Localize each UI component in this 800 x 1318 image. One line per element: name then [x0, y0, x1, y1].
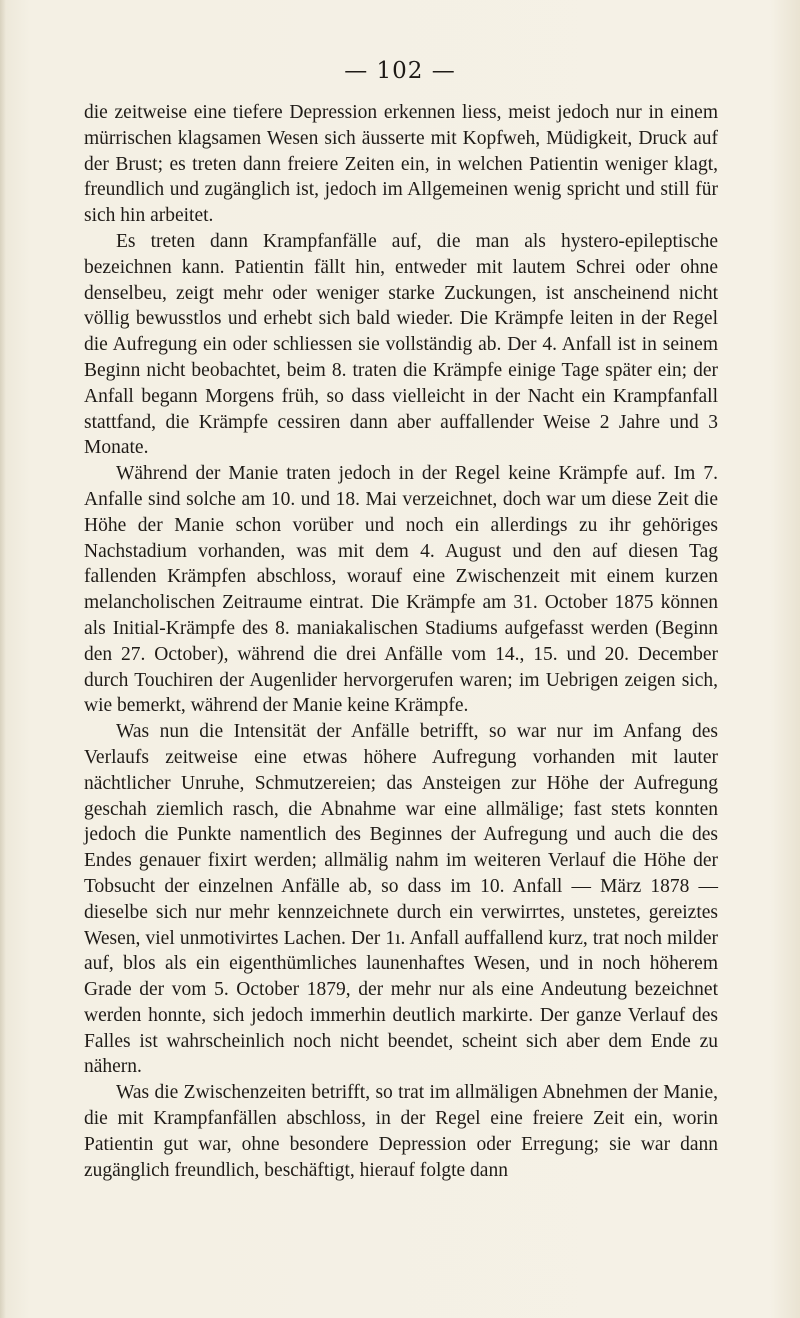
paragraph-2: Es treten dann Krampfanfälle auf, die man als hystero-epileptische bezeichnen kann. Patientin fällt hin, entweder mit lautem Schrei oder ohne denselbeu, zeigt mehr oder weniger starke Zuckungen, ist anscheinend nicht völlig bewusstlos und erhebt sich bald wieder. Die Krämpfe leiten in der Regel die Aufregung ein oder schliessen sie vollständig ab. Der 4. Anfall ist in seinem Beginn nicht beobachtet, beim 8. traten die Krämpfe einige Tage später ein; der Anfall begann Morgens früh, so dass vielleicht in der Nacht ein Krampfanfall stattfand, die Krämpfe cessiren dann aber auffallender Weise 2 Jahre und 3 Monate.: [84, 230, 718, 459]
paragraph-3: Während der Manie traten jedoch in der Regel keine Krämpfe auf. Im 7. Anfalle sind solche am 10. und 18. Mai verzeichnet, doch war um diese Zeit die Höhe der Manie schon vorüber und noch ein allerdings zu ihr gehöriges Nachstadium vorhanden, was mit dem 4. August und den auf diesen Tag fallenden Krämpfen abschloss, worauf eine Zwischenzeit mit einem kurzen melancholischen Zeitraume eintrat. Die Krämpfe am 31. October 1875 können als Initial-Krämpfe des 8. maniakalischen Stadiums aufgefasst werden (Beginn den 27. October), während die drei Anfälle vom 14., 15. und 20. December durch Touchiren der Augenlider hervorgerufen waren; im Uebrigen zeigen sich, wie bemerkt, während der Manie keine Krämpfe.: [84, 463, 718, 717]
page-number: — 102 —: [344, 58, 456, 84]
page-binding-edge: [0, 0, 6, 1318]
paragraph-4: Was nun die Intensität der Anfälle betrifft, so war nur im Anfang des Verlaufs zeitweise eine etwas höhere Aufregung vorhanden mit lauter nächtlicher Unruhe, Schmutzereien; das Ansteigen zur Höhe der Aufregung geschah ziemlich rasch, die Abnahme war eine allmälige; fast stets konnten jedoch die Punkte namentlich des Beginnes der Aufregung und auch die des Endes genauer fixirt werden; allmälig nahm im weiteren Verlauf die Höhe der Tobsucht der einzelnen Anfälle ab, so dass im 10. Anfall — März 1878 — dieselbe sich nur mehr kennzeichnete durch ein verwirrtes, unstetes, gereiztes Wesen, viel unmotivirtes Lachen. Der 1ı. Anfall auffallend kurz, trat noch milder auf, blos als ein eigenthümliches launenhaftes Wesen, und in noch höherem Grade der vom 5. October 1879, der mehr nur als eine Andeutung bezeichnet werden honnte, sich jedoch immerhin deutlich markirte. Der ganze Verlauf des Falles ist wahrscheinlich noch nicht beendet, scheint sich aber dem Ende zu nähern.: [84, 721, 718, 1078]
body-text: [84, 100, 718, 1183]
paragraph-5: Was die Zwischenzeiten betrifft, so trat im allmäligen Abnehmen der Manie, die mit Krampfanfällen abschloss, in der Regel eine freiere Zeit ein, worin Patientin gut war, ohne besondere Depression oder Erregung; sie war dann zugänglich freundlich, beschäftigt, hierauf folgte dann: [84, 1082, 718, 1181]
paragraph-1: die zeitweise eine tiefere Depression erkennen liess, meist jedoch nur in einem mürrischen klagsamen Wesen sich äusserte mit Kopfweh, Müdigkeit, Druck auf der Brust; es treten dann freiere Zeiten ein, in welchen Patientin weniger klagt, freundlich und zugänglich ist, jedoch im Allgemeinen wenig spricht und still für sich hin arbeitet.: [84, 102, 718, 227]
